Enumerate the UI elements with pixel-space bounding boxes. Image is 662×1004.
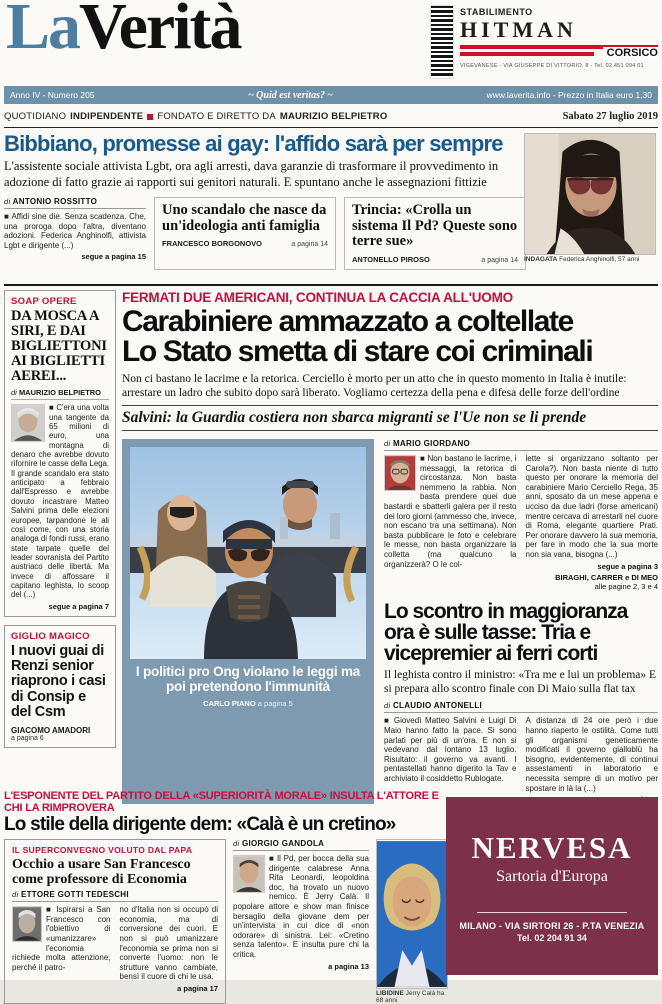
main-section: [4, 286, 658, 793]
tasse-text: ■ Giovedì Matteo Salvini e Luigi Di Maio hanno fatto la pace. Si sono parlati per più di un'ora. E non si vedevano dal lontano 13 luglio. Risultato: il governo va avanti. I pentastellati hanno digerito la Tav e archiviato il cosiddetto Rublogate. A distanza di 24 ore però i due hanno riaperto le ostilità. Come tutti gli organismi geneticamente modificati il governo gialloblù ha bisogno, evidentemente, di continui assestamenti in laboratorio e necessita sempre di un motivo per spostare in là la (...): [384, 716, 658, 804]
bibbiano-section: [4, 128, 658, 286]
cala-headline: Lo stile della dirigente dem: «Calà è un cretino»: [4, 814, 396, 835]
lead-headline: Carabiniere ammazzato a coltellate Lo Stato smetta di stare coi criminali: [122, 305, 593, 368]
ad-stabilimento: STABILIMENTO: [460, 7, 533, 17]
byline-rossitto: di ANTONIO ROSSITTO: [4, 197, 146, 209]
related-story-box: [344, 197, 526, 270]
byline-antonelli: di CLAUDIO ANTONELLI: [384, 701, 658, 713]
soap-opere-box: [4, 290, 116, 617]
giordano-text: ■ Non bastano le lacrime, i messaggi, la retorica di circostanza. Non basta nemmeno la rabbia. Non basta prendere quei due bastardi e sbatterli galera per il resto dei loro giorni (ammesso che, invece, non escano tra una settimana). Non basta pubblicare le foto e celebrare le messe, non basta organizzare la colletta (ma qualcuno la organizzerà? O le col- lette si organizzano soltanto per Carola?). Non basta niente di tutto questo per onorare la memoria del carabiniere Mario Cerciello Rega, 35 anni, sposato da un mese appena e ucciso da due ladri (forse americani) mentre cercava di arrestarli nel cuore di Roma, elegante quartiere Prati. Per onorare davvero la sua memoria, per fare in modo che la sua morte non sia vana, bisogna (...) segue a pagina 3 BIRAGHI, CARRER e DI MEO alle pagine 2, 3 e 4: [384, 454, 658, 591]
giglio-title: I nuovi guai di Renzi senior riaprono i casi di Consip e del Csm: [11, 642, 106, 721]
tagline: QUOTIDIANO INDIPENDENTE FONDATO E DIRETTO DA MAURIZIO BELPIETRO: [4, 111, 388, 122]
gandola-photo: [233, 855, 265, 893]
logo-la: La: [6, 0, 80, 63]
byline-gandola: di GIORGIO GANDOLA: [233, 839, 369, 851]
soap-title: DA MOSCA A SIRI, E DAI BIGLIETTONI AI BIGLIETTI AEREI...: [11, 308, 107, 385]
issue-number: Anno IV - Numero 205: [10, 90, 95, 100]
nervesa-phone: Tel. 02 204 91 34: [517, 932, 587, 943]
related-title: Uno scandalo che nasce da un'ideologia anti famiglia: [162, 201, 327, 234]
tasse-subhead: Il leghista contro il ministro: «Tra me e lui un problema» E si prepara allo scontro finale con Di Maio sulla flat tax: [384, 669, 657, 696]
masthead: [4, 0, 658, 86]
related-author: ANTONELLO PIROSO: [352, 254, 430, 264]
papa-title: Occhio a usare San Francesco come professore di Economia: [12, 857, 191, 888]
newspaper-logo: [6, 0, 241, 63]
tagline-row: [4, 106, 658, 128]
nervesa-brand: NERVESA: [471, 829, 633, 865]
bibbiano-headline: Bibbiano, promesse ai gay: l'affido sarà per sempre: [4, 131, 503, 156]
nervesa-ad: [446, 797, 658, 975]
hitman-ad: [430, 5, 658, 81]
lead-kicker: FERMATI DUE AMERICANI, CONTINUA LA CACCIA ALL'UOMO: [122, 290, 513, 305]
belpietro-photo: [11, 404, 45, 442]
cala-photo: [376, 839, 450, 1004]
ad-red-bars: [460, 45, 658, 59]
cala-kicker: L'ESPONENTE DEL PARTITO DELLA «SUPERIORITÀ MORALE» INSULTA L'ATTORE E CHI LA RIMPROVERA: [4, 790, 439, 814]
continues-ref: segue a pagina 7: [48, 601, 109, 611]
woman-sunglasses-photo: [524, 133, 656, 255]
bibbiano-subhead: L'assistente sociale attivista Lgbt, ora agli arresti, dava garanzie di trasformare il provvedimento in adozione di fatto grazie ai rapporti sui genitori naturali. E spuntano anche le assegnazioni fittizie: [4, 159, 499, 189]
bottom-row: [4, 829, 658, 1004]
lead-story: [122, 290, 658, 793]
giglio-pageref: a pagina 6: [11, 735, 44, 743]
continues-ref: segue a pagina 3: [597, 561, 658, 571]
related-author: FRANCESCO BORGONOVO: [162, 239, 263, 249]
continues-ref: segue a pagina 15: [81, 252, 146, 262]
ong-photo-caption: I politici pro Ong violano le leggi ma poi pretendono l'immunità: [135, 664, 361, 694]
boat-people-photo: [130, 447, 366, 659]
bottom-section: [4, 790, 658, 1004]
salvini-strapline: Salvini: la Guardia costiera non sbarca migranti se l'Ue non se li prende: [122, 405, 658, 431]
related-title: Trincia: «Crolla un sistema Il Pd? Queste sono terre sue»: [352, 201, 518, 250]
byline-belpietro: di MAURIZIO BELPIETRO: [11, 388, 109, 400]
motto: ~ Quid est veritas? ~: [248, 89, 333, 101]
related-pageref: a pagina 14: [291, 241, 328, 249]
page-ref: a pagina 17: [177, 983, 218, 993]
tasse-headline: Lo scontro in maggioranza ora è sulle tasse: Tria e vicepremier ai ferri corti: [384, 600, 628, 666]
papa-box: IL SUPERCONVEGNO VOLUTO DAL PAPA Occhio a usare San Francesco come professore di Economia di ETTORE GOTTI TEDESCHI ■ Ispirarsi a San Francesco con l'obiettivo di «umanizzare» l'economia richiede molta attenzione, perché il patro- no d'Italia non si occupò di economia, ma di conversione dei cuori. E non si può umanizzare l'economia se prima non si converte l'uomo: non le strutture vanno cambiate, bensì il cuore di chi le usa. a pagina 17: [4, 839, 226, 1004]
bibbiano-lead: [4, 197, 146, 270]
nervesa-address: MILANO - VIA SIRTORI 26 - P.TA VENEZIA: [459, 920, 645, 931]
ong-photo-author: CARLO PIANO a pagina 5: [203, 698, 293, 708]
ad-brand: HITMAN: [460, 17, 658, 43]
gotti-tedeschi-photo: [12, 906, 42, 942]
papa-label: IL SUPERCONVEGNO VOLUTO DAL PAPA: [12, 845, 193, 855]
photo-caption: INDAGATA Federica Anghinolfi, 57 anni: [524, 256, 640, 263]
lead-subhead: Non ci bastano le lacrime e la retorica. Cerciello è morto per un atto che in questo momento in Italia è inutile: arrestare un ladro che subito dopo sarà liberato. Vogliamo certezza della pena e difesa delle forze dell'ordine: [122, 373, 627, 400]
giglio-magico-box: [4, 625, 116, 749]
ad-address: VIGEVANESE - VIA GIUSEPPE DI VITTORIO, 8 - Tel. 02 451 094 01: [460, 63, 644, 69]
lead-text: ■ Affidi sine die. Senza scadenza. Che, una proroga dopo l'altra, diventano adozioni. Federica Anghinolfi, attivista Lgbt e dirigente (...): [4, 211, 146, 250]
left-sidebar: [4, 290, 116, 786]
site-price: www.laverita.info - Prezzo in Italia euro 1,30: [486, 90, 652, 100]
red-square-icon: [147, 114, 153, 120]
issue-date: Sabato 27 luglio 2019: [562, 111, 658, 122]
byline-giordano: di MARIO GIORDANO: [384, 439, 658, 451]
related-pageref: a pagina 14: [481, 256, 518, 264]
gandola-column: di GIORGIO GANDOLA ■ Il Pd, per bocca della sua dirigente calabrese Anna Rita Leonardi, leopoldina doc, ha trovato un nuovo nemico. È Jerry Calà. Il popolare attore e show man finisce bersaglio della giovane dem per un'intervista in cui dice di «non odorare» di sinistra. Lei: «Cretino senza talento». E insulta pure chi la critica. a pagina 13: [233, 839, 369, 971]
soap-text: ■ C'era una volta una tangente da 65 milioni di euro, una montagna di denaro che avrebbe dovuto rifornire le casse della Lega. Il grande scandalo era stato anticipato a febbraio dall'Espresso e avrebbe dovuto incastrare Matteo Salvini prima delle elezioni europee, tarpandone le ali così come, con una storia analoga di fondi russi, erano state tarpate quelle del leader sovranista del Partito austriaco delle libertà. Ma invece di affossare il capitano leghista, lo scoop del (...): [11, 403, 109, 600]
barcode-icon: [430, 5, 454, 79]
page-ref: a pagina 13: [328, 961, 369, 971]
giglio-label: GIGLIO MAGICO: [11, 630, 90, 642]
nervesa-divider: [477, 912, 627, 913]
also-ref: BIRAGHI, CARRER e DI MEO alle pagine 2, 3 e 4: [555, 572, 658, 591]
nervesa-tagline: Sartoria d'Europa: [496, 867, 608, 885]
issue-strip: [4, 86, 658, 104]
giglio-author: GIACOMO AMADORI: [11, 726, 91, 736]
ad-city: CORSICO: [603, 47, 658, 59]
related-story-box: [154, 197, 336, 270]
logo-verita: Verità: [79, 0, 241, 63]
lead-body-row: [122, 439, 658, 804]
ong-photo-box: [122, 439, 374, 804]
soap-label: SOAP OPERE: [11, 296, 77, 307]
jerry-cala-photo: [376, 839, 448, 989]
anghinolfi-photo: [524, 133, 658, 263]
byline-gotti-tedeschi: di ETTORE GOTTI TEDESCHI: [12, 890, 218, 902]
giordano-photo: [384, 455, 416, 491]
cala-caption: LIBIDINE Jerry Calà ha 68 anni: [376, 990, 445, 1004]
giordano-column: [384, 439, 658, 804]
